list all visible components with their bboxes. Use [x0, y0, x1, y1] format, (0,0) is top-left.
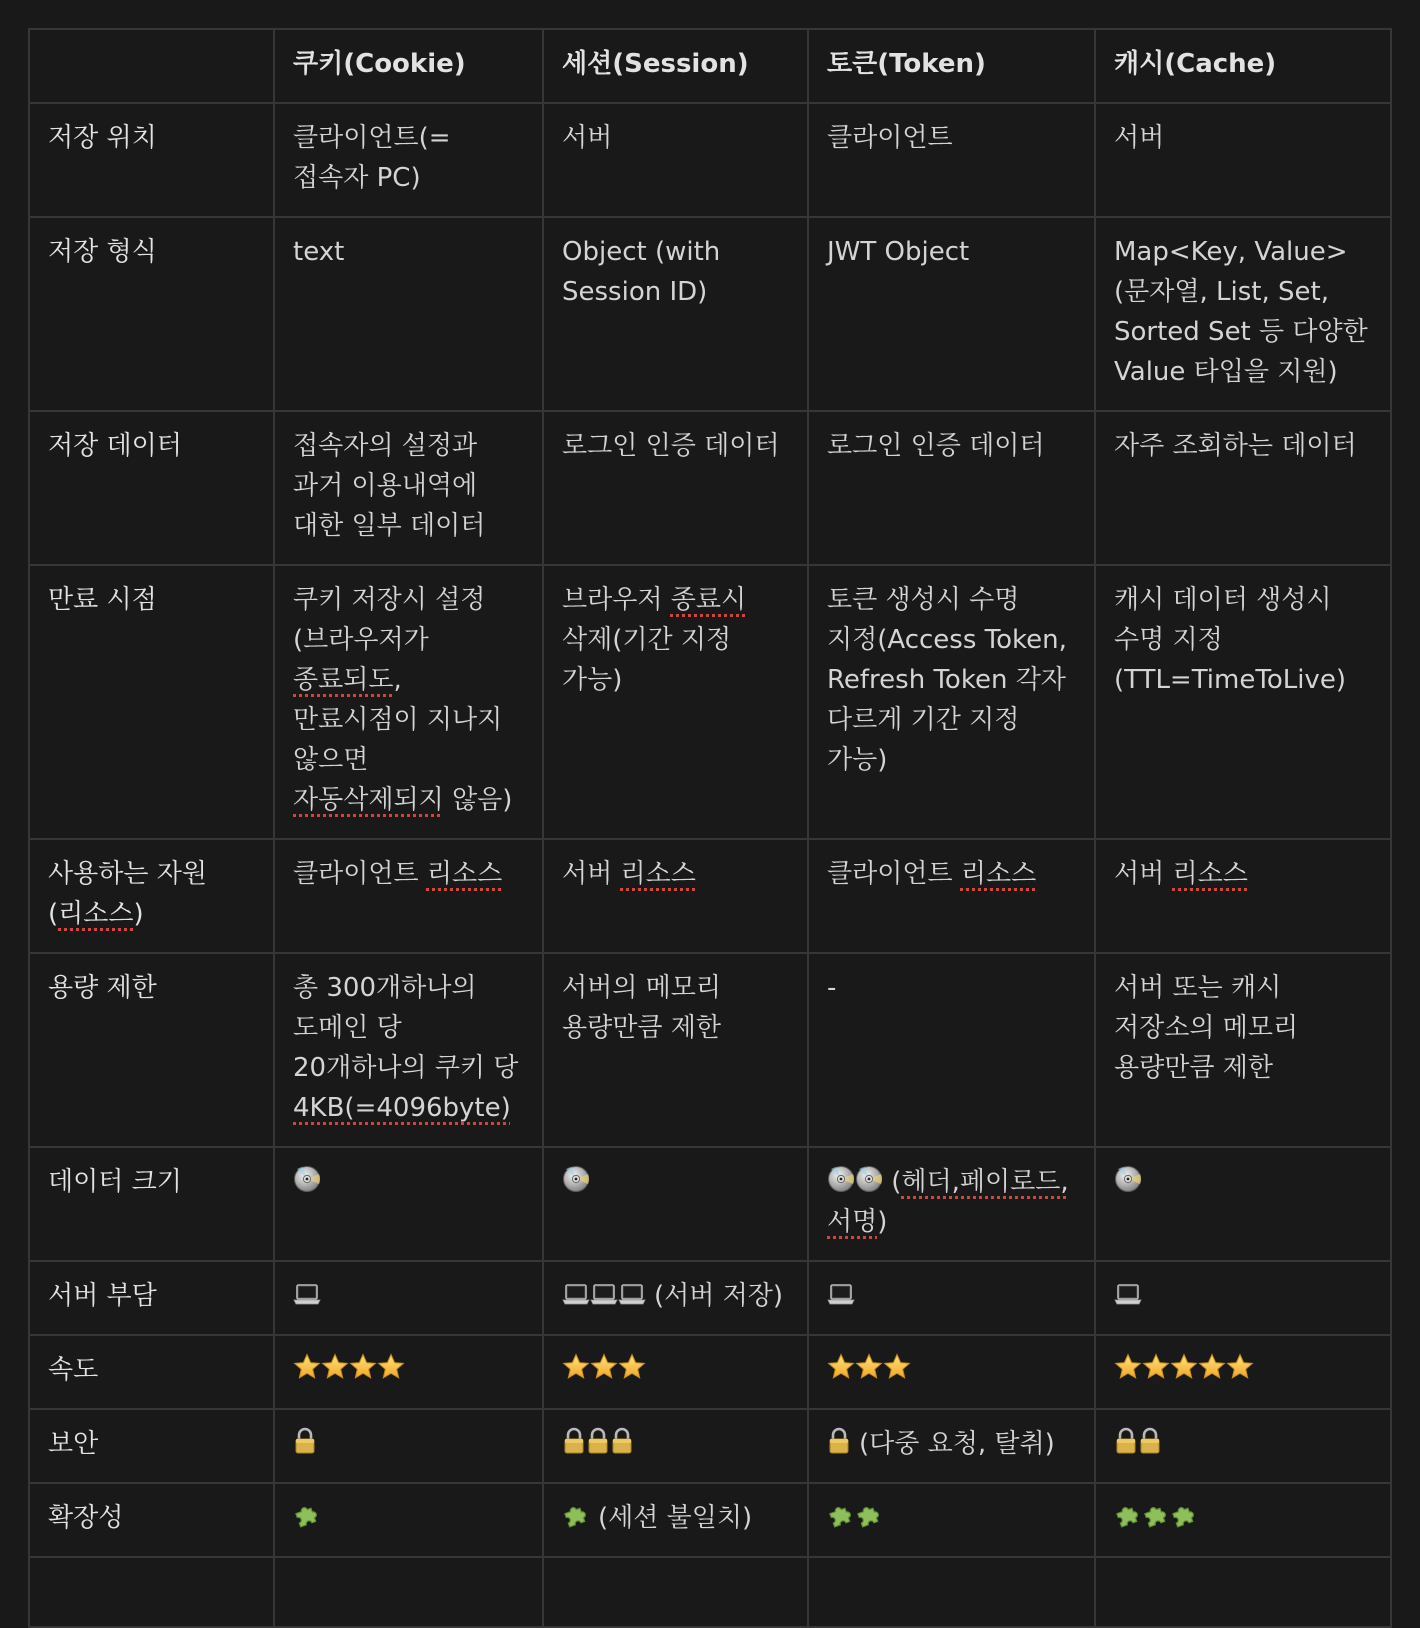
row-resource — [29, 839, 1391, 953]
row-load — [29, 1261, 1391, 1335]
puzzle-icon — [855, 1501, 883, 1529]
lock-icon-group — [562, 1429, 634, 1459]
laptop-icon — [293, 1281, 321, 1307]
laptop-icon — [562, 1281, 590, 1307]
size-token-note-a: ( — [883, 1167, 902, 1197]
row-empty — [29, 1557, 1391, 1627]
laptop-icon — [1114, 1281, 1142, 1307]
lock-icon — [586, 1427, 610, 1455]
cell-capacity-cache[interactable]: 서버 또는 캐시 저장소의 메모리 용량만큼 제한 — [1095, 953, 1391, 1147]
header-cookie[interactable]: 쿠키(Cookie) — [274, 29, 543, 103]
puzzle-icon — [293, 1501, 321, 1529]
cell-security-cookie[interactable] — [274, 1409, 543, 1483]
cell-load-session[interactable] — [543, 1261, 808, 1335]
puzzle-icon-group — [293, 1503, 321, 1533]
disc-icon-group — [562, 1167, 590, 1197]
row-location — [29, 103, 1391, 217]
row-size — [29, 1147, 1391, 1261]
cell-speed-cookie[interactable] — [274, 1335, 543, 1409]
puzzle-icon — [1114, 1501, 1142, 1529]
row-label-resource[interactable] — [29, 839, 274, 953]
cell-format-token[interactable]: JWT Object — [808, 217, 1095, 411]
spellcheck-word: 종료되도 — [293, 665, 394, 695]
expire-session-text-c: 삭제(기간 지정 가능) — [562, 625, 732, 695]
lock-icon — [293, 1427, 317, 1455]
star-icon — [349, 1353, 377, 1381]
star-icon-group — [293, 1355, 405, 1385]
cell-expire-cache[interactable]: 캐시 데이터 생성시 수명 지정 (TTL=TimeToLive) — [1095, 565, 1391, 839]
laptop-icon-group — [562, 1281, 646, 1311]
cell-expire-cookie[interactable] — [274, 565, 543, 839]
row-label-security[interactable]: 보안 — [29, 1409, 274, 1483]
cell-resource-cookie[interactable] — [274, 839, 543, 953]
cell-security-session[interactable] — [543, 1409, 808, 1483]
puzzle-icon — [827, 1501, 855, 1529]
cell-data-cookie[interactable]: 접속자의 설정과 과거 이용내역에 대한 일부 데이터 — [274, 411, 543, 565]
cell-capacity-cookie[interactable] — [274, 953, 543, 1147]
puzzle-icon — [1170, 1501, 1198, 1529]
spellcheck-word: 리소스 — [58, 899, 134, 929]
star-icon — [590, 1353, 618, 1381]
row-speed — [29, 1335, 1391, 1409]
disc-icon — [827, 1165, 855, 1193]
spellcheck-word: 리소스 — [1172, 859, 1248, 889]
disc-icon-group — [1114, 1167, 1142, 1197]
cell-size-session[interactable] — [543, 1147, 808, 1261]
capacity-cookie-a: 총 300개하나의 도메인 당 20개하나의 쿠키 당 — [293, 973, 519, 1083]
star-icon — [377, 1353, 405, 1381]
lock-icon-group — [827, 1429, 851, 1459]
row-label-location[interactable]: 저장 위치 — [29, 103, 274, 217]
scalability-session-note: (세션 불일치) — [598, 1503, 753, 1533]
lock-icon — [1138, 1427, 1162, 1455]
lock-icon — [1114, 1427, 1138, 1455]
disc-icon — [562, 1165, 590, 1193]
row-label-load[interactable]: 서버 부담 — [29, 1261, 274, 1335]
cell-expire-token[interactable]: 토큰 생성시 수명 지정(Access Token, Refresh Token 각자 다르게 기간 지정 가능) — [808, 565, 1095, 839]
cell-location-cookie[interactable]: 클라이언트(=접속자 PC) — [274, 103, 543, 217]
lock-icon — [562, 1427, 586, 1455]
star-icon-group — [827, 1355, 911, 1385]
cell-location-session[interactable]: 서버 — [543, 103, 808, 217]
cell-data-token[interactable]: 로그인 인증 데이터 — [808, 411, 1095, 565]
expire-cookie-text-e: 않음) — [443, 785, 513, 815]
cell-expire-session[interactable] — [543, 565, 808, 839]
cell-format-session[interactable]: Object (with Session ID) — [543, 217, 808, 411]
cell-load-cache[interactable] — [1095, 1261, 1391, 1335]
cell-speed-token[interactable] — [808, 1335, 1095, 1409]
puzzle-icon-group — [562, 1503, 590, 1533]
star-icon — [827, 1353, 855, 1381]
comparison-table — [28, 28, 1392, 1628]
disc-icon — [293, 1165, 321, 1193]
spellcheck-word: 리소스 — [620, 859, 696, 889]
resource-label-c: ) — [133, 899, 144, 929]
spellcheck-word: 서명 — [827, 1207, 878, 1237]
resource-session-a: 서버 — [562, 859, 621, 889]
cell-scalability-token[interactable] — [808, 1483, 1095, 1557]
row-capacity — [29, 953, 1391, 1147]
expire-cookie-text-a: 쿠키 저장시 설정(브라우저가 — [293, 585, 486, 655]
star-icon — [1170, 1353, 1198, 1381]
cell-scalability-cookie[interactable] — [274, 1483, 543, 1557]
star-icon — [562, 1353, 590, 1381]
cell-load-cookie[interactable] — [274, 1261, 543, 1335]
row-label-expire[interactable]: 만료 시점 — [29, 565, 274, 839]
laptop-icon — [618, 1281, 646, 1307]
cell-speed-session[interactable] — [543, 1335, 808, 1409]
resource-cookie-a: 클라이언트 — [293, 859, 427, 889]
row-label-size[interactable]: 데이터 크기 — [29, 1147, 274, 1261]
cell-size-token[interactable] — [808, 1147, 1095, 1261]
star-icon — [321, 1353, 349, 1381]
cell-format-cache[interactable]: Map<Key, Value> (문자열, List, Set, Sorted Set 등 다양한 Value 타입을 지원) — [1095, 217, 1391, 411]
star-icon — [883, 1353, 911, 1381]
cell-size-cache[interactable] — [1095, 1147, 1391, 1261]
resource-token-a: 클라이언트 — [827, 859, 961, 889]
cell-location-token[interactable]: 클라이언트 — [808, 103, 1095, 217]
row-label-scalability[interactable]: 확장성 — [29, 1483, 274, 1557]
cell-resource-cache[interactable] — [1095, 839, 1391, 953]
cell-scalability-session[interactable] — [543, 1483, 808, 1557]
laptop-icon-group — [827, 1281, 855, 1311]
row-expire — [29, 565, 1391, 839]
row-format — [29, 217, 1391, 411]
header-session[interactable]: 세션(Session) — [543, 29, 808, 103]
star-icon — [1198, 1353, 1226, 1381]
cell-size-cookie[interactable] — [274, 1147, 543, 1261]
row-security — [29, 1409, 1391, 1483]
row-label-data[interactable]: 저장 데이터 — [29, 411, 274, 565]
security-token-note: (다중 요청, 탈취) — [859, 1429, 1055, 1459]
lock-icon-group — [293, 1429, 317, 1459]
cell-data-cache[interactable]: 자주 조회하는 데이터 — [1095, 411, 1391, 565]
load-session-note: (서버 저장) — [654, 1281, 784, 1311]
laptop-icon — [590, 1281, 618, 1307]
lock-icon — [827, 1427, 851, 1455]
star-icon — [1142, 1353, 1170, 1381]
spellcheck-word: 리소스 — [960, 859, 1037, 889]
header-row — [29, 29, 1391, 103]
spellcheck-word: 종료시 — [670, 585, 747, 615]
star-icon — [618, 1353, 646, 1381]
expire-session-text-a: 브라우저 — [562, 585, 671, 615]
puzzle-icon — [562, 1501, 590, 1529]
cell-data-session[interactable]: 로그인 인증 데이터 — [543, 411, 808, 565]
cell-location-cache[interactable]: 서버 — [1095, 103, 1391, 217]
star-icon — [1226, 1353, 1254, 1381]
spellcheck-word: 자동삭제되지 — [293, 785, 444, 815]
header-cache[interactable]: 캐시(Cache) — [1095, 29, 1391, 103]
cell-speed-cache[interactable] — [1095, 1335, 1391, 1409]
lock-icon — [610, 1427, 634, 1455]
puzzle-icon-group — [1114, 1503, 1198, 1533]
resource-cache-a: 서버 — [1114, 859, 1173, 889]
cell-scalability-cache[interactable] — [1095, 1483, 1391, 1557]
cell-capacity-token[interactable]: - — [808, 953, 1095, 1147]
row-label-speed[interactable]: 속도 — [29, 1335, 274, 1409]
cell-empty[interactable] — [274, 1557, 543, 1627]
disc-icon — [1114, 1165, 1142, 1193]
disc-icon-group — [293, 1167, 321, 1197]
laptop-icon — [827, 1281, 855, 1307]
spellcheck-word: 리소스 — [426, 859, 503, 889]
disc-icon — [855, 1165, 883, 1193]
star-icon-group — [1114, 1355, 1254, 1385]
header-empty-cell[interactable] — [29, 29, 274, 103]
cell-load-token[interactable] — [808, 1261, 1095, 1335]
cell-resource-token[interactable] — [808, 839, 1095, 953]
cell-empty[interactable] — [1095, 1557, 1391, 1627]
resource-label-a: 사용하는 자원( — [48, 859, 207, 929]
cell-resource-session[interactable] — [543, 839, 808, 953]
laptop-icon-group — [1114, 1281, 1142, 1311]
cell-capacity-session[interactable]: 서버의 메모리 용량만큼 제한 — [543, 953, 808, 1147]
cell-security-token[interactable] — [808, 1409, 1095, 1483]
disc-icon-group — [827, 1167, 883, 1197]
star-icon — [855, 1353, 883, 1381]
cell-format-cookie[interactable]: text — [274, 217, 543, 411]
row-label-capacity[interactable]: 용량 제한 — [29, 953, 274, 1147]
row-data — [29, 411, 1391, 565]
expire-cookie-text-c: , 만료시점이 지나지 않으면 — [293, 665, 503, 775]
cell-security-cache[interactable] — [1095, 1409, 1391, 1483]
row-label-format[interactable]: 저장 형식 — [29, 217, 274, 411]
star-icon — [293, 1353, 321, 1381]
row-scalability — [29, 1483, 1391, 1557]
star-icon — [1114, 1353, 1142, 1381]
cell-empty[interactable] — [808, 1557, 1095, 1627]
spellcheck-word: 4KB(=4096byte) — [293, 1093, 511, 1123]
header-token[interactable]: 토큰(Token) — [808, 29, 1095, 103]
laptop-icon-group — [293, 1281, 321, 1311]
cell-empty[interactable] — [543, 1557, 808, 1627]
cell-empty[interactable] — [29, 1557, 274, 1627]
size-token-note-e: ) — [877, 1207, 888, 1237]
lock-icon-group — [1114, 1429, 1162, 1459]
spellcheck-word: 헤더,페이로드, — [901, 1167, 1069, 1197]
puzzle-icon — [1142, 1501, 1170, 1529]
puzzle-icon-group — [827, 1503, 883, 1533]
star-icon-group — [562, 1355, 646, 1385]
